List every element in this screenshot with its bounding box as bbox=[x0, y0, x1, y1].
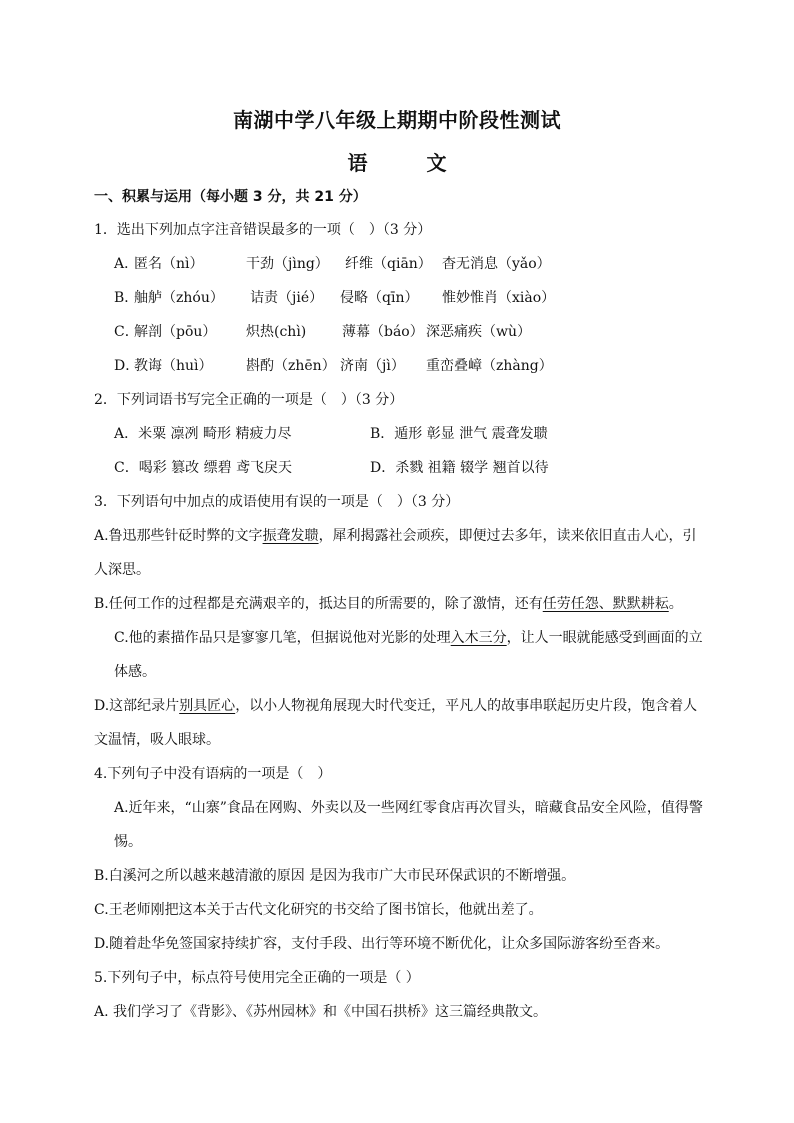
option-label: B． bbox=[114, 290, 139, 306]
option-label: C． bbox=[114, 324, 139, 340]
question-1-option-b bbox=[114, 288, 555, 308]
subject-title: 语 文 bbox=[347, 151, 473, 175]
question-3-option-d-cont: 文温情，吸人眼球。 bbox=[94, 732, 220, 748]
option-label: A． bbox=[114, 256, 139, 272]
question-3-option-c: C.他的素描作品只是寥寥几笔，但据说他对光影的处理入木三分，让人一眼就能感受到画面的立 bbox=[114, 630, 703, 646]
option-item: 重峦叠嶂（zhàng） bbox=[426, 358, 553, 374]
option-item: 深恶痛疾（wù） bbox=[426, 324, 531, 340]
question-1-option-c bbox=[114, 322, 531, 342]
question-2-option-d: D．杀戮 祖籍 辍学 翘首以待 bbox=[370, 460, 549, 476]
question-2-option-c: C．喝彩 篡改 缥碧 鸢飞戾天 bbox=[114, 460, 293, 476]
question-2-option-b: B．遁形 彰显 泄气 震聋发聩 bbox=[370, 426, 548, 442]
option-item: 炽热(chì) bbox=[246, 324, 307, 340]
section-heading: 一、积累与运用（每小题 3 分，共 21 分） bbox=[94, 189, 367, 205]
option-item: 薄幕（báo） bbox=[342, 324, 424, 340]
question-2-stem: 2．下列词语书写完全正确的一项是（ ）（3 分） bbox=[94, 392, 404, 408]
question-1-option-a bbox=[114, 254, 551, 274]
question-3-option-b: B.任何工作的过程都是充满艰辛的，抵达目的所需要的，除了激情，还有任劳任怨、默默耕耘。 bbox=[94, 596, 683, 612]
underlined-idiom: 任劳任怨、默默耕耘 bbox=[542, 596, 669, 612]
question-2-option-a: A．米粟 凛冽 畸形 精疲力尽 bbox=[114, 426, 292, 442]
question-1-option-d bbox=[114, 356, 553, 376]
exam-title: 南湖中学八年级上期期中阶段性测试 bbox=[233, 108, 561, 132]
option-item: 纤维（qiān） bbox=[345, 256, 432, 272]
option-item: 济南（jì） bbox=[340, 358, 405, 374]
option-item: 诘责（jié） bbox=[250, 290, 324, 306]
option-item: 斟酌（zhēn） bbox=[246, 358, 336, 374]
question-4-option-c: C.王老师刚把这本关于古代文化研究的书交给了图书馆长，他就出差了。 bbox=[94, 902, 543, 918]
question-4-option-a-cont: 惕。 bbox=[114, 834, 142, 850]
option-item: 教诲（huì） bbox=[134, 358, 213, 374]
option-item: 侵略（qīn） bbox=[340, 290, 419, 306]
option-item: 杳无消息（yǎo） bbox=[442, 256, 551, 272]
question-4-option-b: B.白溪河之所以越来越清澈的原因 是因为我市广大市民环保武识的不断增强。 bbox=[94, 868, 576, 884]
question-3-option-d: D.这部纪录片别具匠心，以小人物视角展现大时代变迁，平凡人的故事串联起历史片段，饱含着人 bbox=[94, 698, 698, 714]
option-item: 舳舻（zhóu） bbox=[134, 290, 224, 306]
question-5-stem: 5.下列句子中，标点符号使用完全正确的一项是（ ） bbox=[94, 970, 420, 986]
underlined-idiom: 入木三分 bbox=[450, 630, 507, 646]
question-4-option-a: A.近年来，“山寨”食品在网购、外卖以及一些网红零食店再次冒头，暗藏食品安全风险，值得警 bbox=[114, 800, 703, 816]
question-5-option-a: A. 我们学习了《背影》、《苏州园林》和《中国石拱桥》这三篇经典散文。 bbox=[94, 1004, 548, 1020]
question-4-stem: 4.下列句子中没有语病的一项是（ ） bbox=[94, 766, 332, 782]
underlined-idiom: 别具匠心 bbox=[179, 698, 236, 714]
option-item: 惟妙惟肖（xiào） bbox=[442, 290, 556, 306]
option-label: D． bbox=[114, 358, 140, 374]
question-3-stem: 3．下列语句中加点的成语使用有误的一项是（ ）（3 分） bbox=[94, 494, 460, 510]
underlined-idiom: 振聋发聩 bbox=[262, 528, 319, 544]
question-3-option-a-cont: 人深思。 bbox=[94, 562, 150, 578]
option-item: 匿名（nì） bbox=[134, 256, 204, 272]
question-3-option-c-cont: 体感。 bbox=[114, 664, 156, 680]
question-3-option-a: A.鲁迅那些针砭时弊的文字振聋发聩，犀利揭露社会顽疾，即便过去多年，读来依旧直击人心，引 bbox=[94, 528, 697, 544]
option-item: 干劲（jìng） bbox=[246, 256, 329, 272]
question-4-option-d: D.随着赴华免签国家持续扩容，支付手段、出行等环境不断优化，让众多国际游客纷至沓来。 bbox=[94, 936, 670, 952]
question-1-stem: 1．选出下列加点字注音错误最多的一项（ ）（3 分） bbox=[94, 222, 432, 238]
option-item: 解剖（pōu） bbox=[134, 324, 217, 340]
